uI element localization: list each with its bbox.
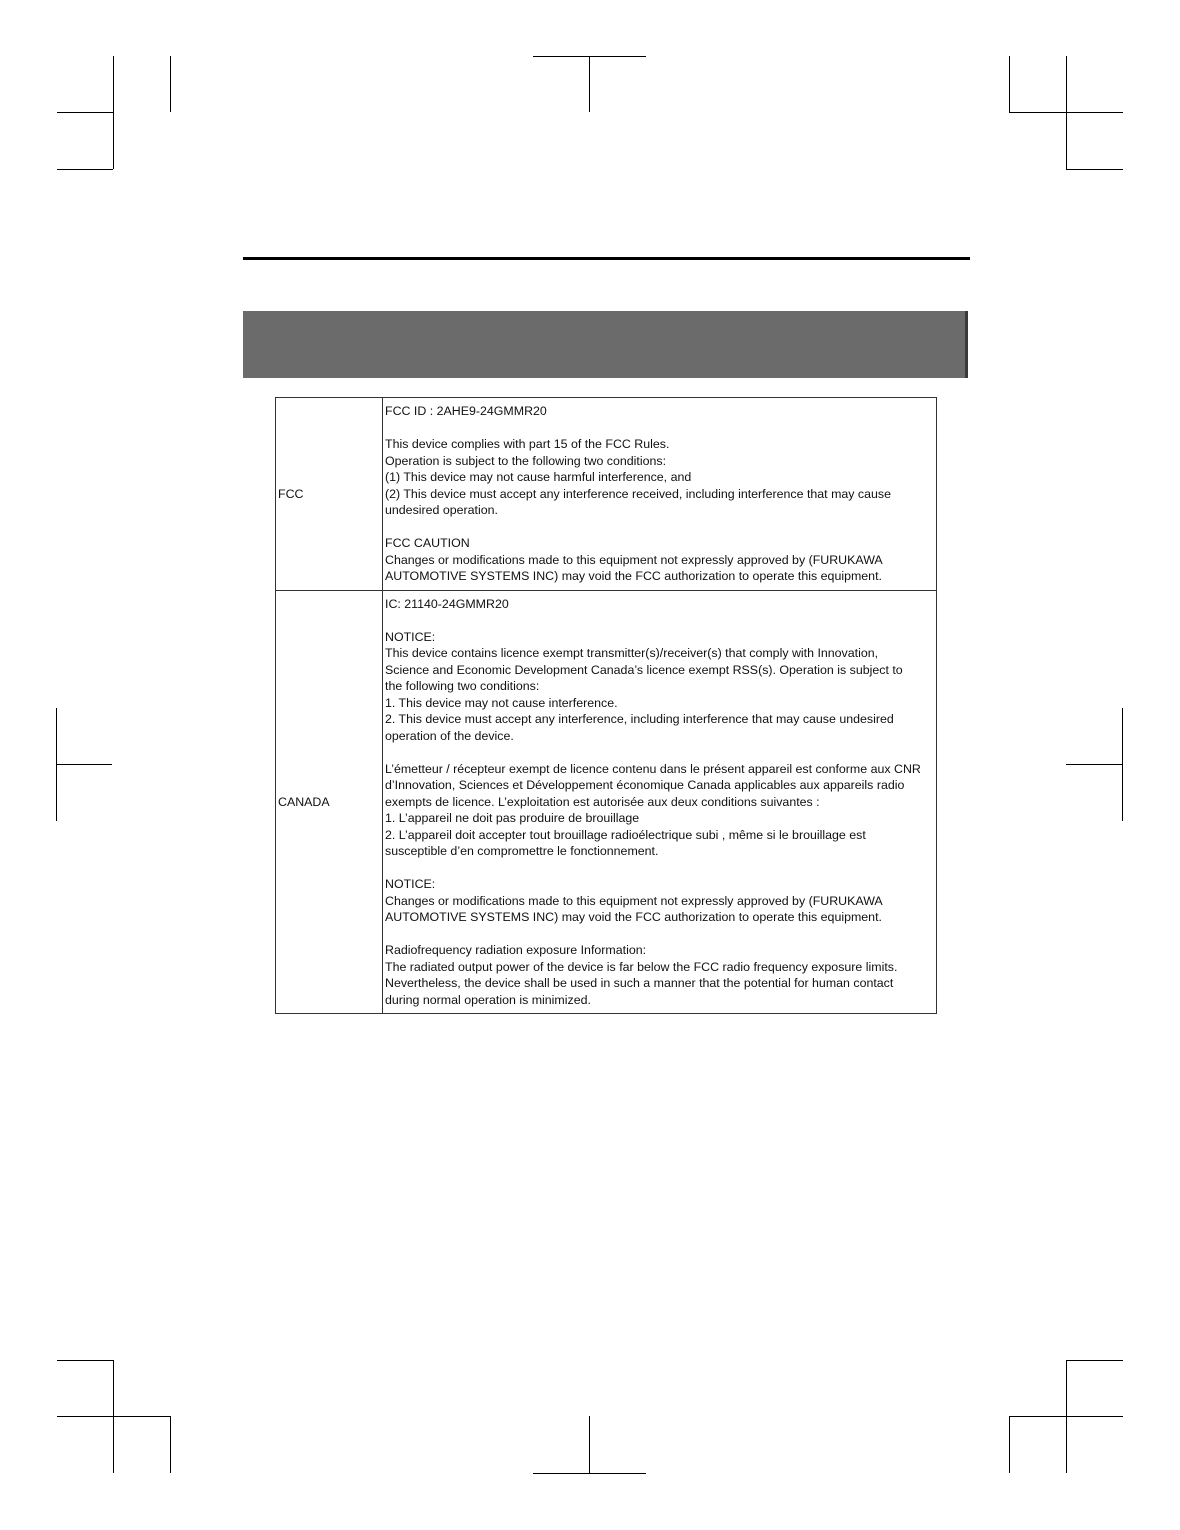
text-line: FCC CAUTION: [385, 536, 470, 550]
row-label: FCC: [276, 398, 383, 591]
text-block: [385, 761, 934, 860]
text-line: AUTOMOTIVE SYSTEMS INC) may void the FCC authorization to operate this equipment.: [385, 569, 882, 583]
crop-mark: [1066, 1360, 1067, 1473]
table-row: [276, 590, 937, 1014]
text-line: This device contains licence exempt transmitter(s)/receiver(s) that comply with Innovation,: [385, 646, 879, 660]
text-line: NOTICE:: [385, 877, 436, 891]
text-line: undesired operation.: [385, 503, 498, 517]
crop-mark: [57, 1360, 113, 1361]
crop-mark: [57, 169, 113, 170]
crop-mark: [57, 112, 113, 113]
text-block: [385, 629, 934, 745]
text-line: L’émetteur / récepteur exempt de licence contenu dans le présent appareil est conforme aux CNR: [385, 761, 921, 776]
text-block: [385, 403, 934, 420]
text-line: Nevertheless, the device shall be used in such a manner that the potential for human contact: [385, 976, 894, 990]
section-header-band: [243, 311, 968, 378]
table-row: [276, 398, 937, 591]
text-line: susceptible d’en compromettre le fonctionnement.: [385, 844, 659, 858]
text-block: [385, 535, 934, 585]
text-line: during normal operation is minimized.: [385, 992, 591, 1007]
text-line: operation of the device.: [385, 728, 514, 743]
crop-mark: [1066, 764, 1123, 765]
crop-mark: [113, 56, 114, 169]
text-line: (2) This device must accept any interference received, including interference that may cause: [385, 486, 891, 501]
row-content: [383, 590, 937, 1014]
text-line: (1) This device may not cause harmful interference, and: [385, 470, 692, 484]
text-line: Science and Economic Development Canada’s licence exempt RSS(s). Operation is subject to: [385, 662, 903, 677]
text-line: d’Innovation, Sciences et Développement économique Canada applicables aux appareils radio: [385, 778, 905, 792]
crop-mark: [1009, 112, 1123, 113]
text-line: Changes or modifications made to this equipment not expressly approved by (FURUKAWA: [385, 893, 883, 908]
text-block: [385, 596, 934, 613]
text-line: IC: 21140-24GMMR20: [385, 596, 509, 611]
crop-mark: [589, 1416, 590, 1473]
crop-mark: [1009, 56, 1010, 112]
text-block: [385, 942, 934, 1008]
crop-mark: [170, 56, 171, 112]
text-line: NOTICE:: [385, 629, 436, 644]
crop-mark: [1066, 169, 1123, 170]
crop-mark: [113, 1360, 114, 1473]
row-label: CANADA: [276, 590, 383, 1014]
crop-mark: [56, 764, 112, 765]
text-line: 1. L’appareil ne doit pas produire de brouillage: [385, 811, 640, 825]
text-block: [385, 876, 934, 926]
text-line: FCC ID : 2AHE9-24GMMR20: [385, 404, 547, 418]
text-line: exempts de licence. L’exploitation est autorisée aux deux conditions suivantes :: [385, 794, 820, 809]
text-block: [385, 436, 934, 519]
crop-mark: [533, 1473, 646, 1474]
text-line: The radiated output power of the device is far below the FCC radio frequency exposure limits.: [385, 959, 898, 974]
crop-mark: [1009, 1416, 1010, 1473]
text-line: This device complies with part 15 of the FCC Rules.: [385, 437, 670, 451]
text-line: 1. This device may not cause interference.: [385, 695, 618, 710]
text-line: 2. L’appareil doit accepter tout brouillage radioélectrique subi , même si le brouillage est: [385, 827, 866, 842]
text-line: AUTOMOTIVE SYSTEMS INC) may void the FCC authorization to operate this equipment.: [385, 910, 882, 924]
row-content: [383, 398, 937, 591]
certification-table: [275, 397, 937, 1014]
header-rule: [243, 257, 970, 260]
text-line: Operation is subject to the following two conditions:: [385, 453, 667, 468]
crop-mark: [1066, 1360, 1123, 1361]
text-line: Changes or modifications made to this equipment not expressly approved by (FURUKAWA: [385, 552, 883, 567]
text-line: Radiofrequency radiation exposure Information:: [385, 943, 647, 957]
crop-mark: [170, 1416, 171, 1473]
text-line: the following two conditions:: [385, 679, 540, 693]
crop-mark: [589, 56, 590, 112]
text-line: 2. This device must accept any interference, including interference that may cause undesired: [385, 712, 894, 726]
